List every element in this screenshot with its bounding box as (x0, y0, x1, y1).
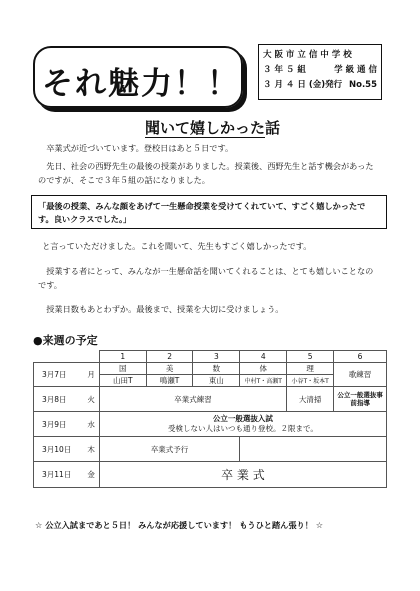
date-wed: 3月9日 (34, 412, 84, 437)
paragraph-4: 授業する者にとって、みんなが一生懸命話を聞いてくれることは、とても嬉しいことなのです。 (38, 266, 374, 290)
day-row-fri (34, 462, 387, 488)
class-label: ３ 年 ５ 組 (263, 65, 306, 75)
subject-p3: 数 (193, 363, 240, 375)
event-tue-p5: 大清掃 (287, 387, 334, 412)
day-row-mon-subjects (34, 363, 387, 375)
subject-p1: 国 (99, 363, 146, 375)
day-row-wed (34, 412, 387, 437)
newsletter-title: それ魅力！！ (42, 66, 240, 102)
schedule-table (33, 350, 387, 488)
subject-p2: 美 (146, 363, 193, 375)
event-wed-title: 公立一般選抜入試 (212, 414, 273, 423)
teacher-p1: 山田T (99, 375, 146, 387)
issue-info-box (258, 44, 382, 100)
subject-p4: 体 (240, 363, 287, 375)
period-6: 6 (334, 351, 387, 363)
period-header-row (34, 351, 387, 363)
event-wed-note: 受検しない人はいつも通り登校。２限まで。 (168, 424, 318, 433)
teacher-p5: 小谷T・坂本T (287, 375, 334, 387)
event-tue: 卒業式練習 (99, 387, 286, 412)
period-4: 4 (240, 351, 287, 363)
schedule-heading: ●来週の予定 (33, 334, 98, 347)
paragraph-2: 先日、社会の西野先生の最後の授業がありました。授業後、西野先生と話す機会があったのですが、そこで３年５組の話になりました。 (38, 161, 374, 185)
issue-date: ３ 月 ４ 日 (金)発行 (263, 80, 343, 90)
dow-fri: 金 (83, 462, 99, 488)
period-2: 2 (146, 351, 193, 363)
event-wed (99, 412, 386, 437)
event-thu: 卒業式予行 (99, 437, 239, 462)
date-tue: 3月8日 (34, 387, 84, 412)
day-row-thu (34, 437, 387, 462)
issue-number: No.55 (348, 80, 377, 90)
paragraph-5: 授業日数もあとわずか。最後まで、授業を大切に受けましょう。 (46, 304, 284, 314)
subject-p6: 歌練習 (334, 363, 387, 387)
date-fri: 3月11日 (34, 462, 84, 488)
paragraph-3: と言っていただけました。これを聞いて、先生もすごく嬉しかったです。 (42, 241, 312, 251)
event-tue-p6: 公立一般選抜事前指導 (334, 387, 387, 412)
footer-message: ☆ 公立入試まであと５日！ みんなが応援しています！ もうひと踏ん張り！ ☆ (35, 520, 324, 530)
teacher-p4: 中村T・高瀬T (240, 375, 287, 387)
quote-text: 「最後の授業、みんな顔をあげて一生懸命授業を受けてくれていて、すごく嬉しかったです。良いクラスでした。」 (38, 201, 366, 224)
period-3: 3 (193, 351, 240, 363)
teacher-p2: 鳴瀬T (146, 375, 193, 387)
event-thu-blank (240, 437, 387, 462)
period-5: 5 (287, 351, 334, 363)
teacher-p3: 東山 (193, 375, 240, 387)
school-name: 大 阪 市 立 信 中 学 校 (263, 50, 352, 60)
paragraph-1: 卒業式が近づいています。登校日はあと５日です。 (46, 143, 234, 153)
day-row-tue (34, 387, 387, 412)
dow-tue: 火 (83, 387, 99, 412)
date-thu: 3月10日 (34, 437, 84, 462)
period-1: 1 (99, 351, 146, 363)
article-heading: 聞いて嬉しかった話 (145, 119, 281, 137)
event-fri: 卒 業 式 (99, 462, 386, 488)
newsletter-label: 学 級 通 信 (334, 65, 377, 75)
heading-underline (145, 137, 265, 138)
dow-mon: 月 (83, 363, 99, 387)
dow-wed: 水 (83, 412, 99, 437)
date-mon: 3月7日 (34, 363, 84, 387)
dow-thu: 木 (83, 437, 99, 462)
quote-box (31, 195, 387, 229)
subject-p5: 理 (287, 363, 334, 375)
